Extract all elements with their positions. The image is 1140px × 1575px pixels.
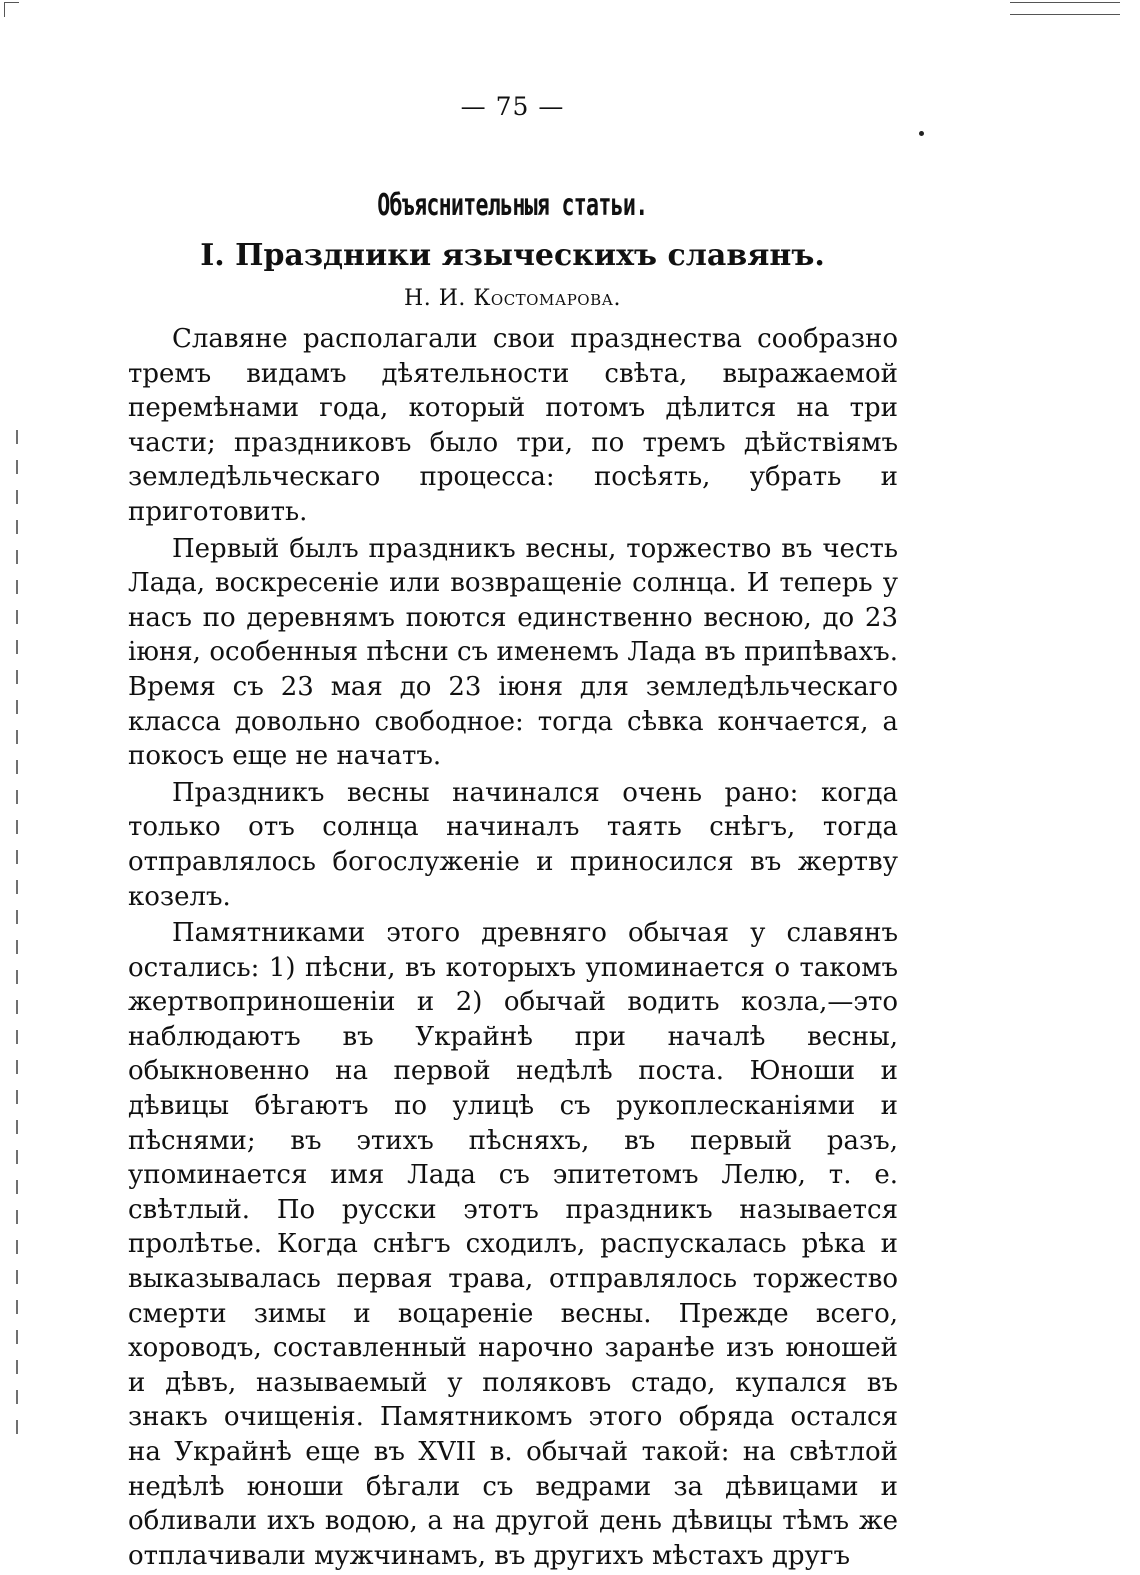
article-body [128,322,898,1575]
paragraph: Первый былъ праздникъ весны, торжество въ честь Лада, воскресеніе или возвращеніе солнца. И теперь у насъ по деревнямъ поются единственно весною, до 23 іюня, особенныя пѣсни съ именемъ Лада въ припѣвахъ. Время съ 23 мая до 23 іюня для земледѣльческаго класса довольно свободное: тогда сѣвка кончается, а покосъ еще не начатъ. [128,533,898,772]
scan-edge-line [1010,2,1120,3]
paragraph: Славяне располагали свои празднества сообразно тремъ видамъ дѣятельности свѣта, выражаемой перемѣнами года, который потомъ дѣлится на три части; праздниковъ было три, по тремъ дѣйствіямъ земледѣльческаго процесса: посѣять, убрать и приготовить. [128,324,898,527]
scan-speck [919,131,924,136]
paragraph: Праздникъ весны начинался очень рано: когда только отъ солнца начиналъ таять снѣгъ, тогда отправлялось богослуженіе и приносился въ жертву козелъ. [128,777,898,912]
section-title: Объяснительныя статьи. [377,188,648,223]
paragraph: Памятниками этого древняго обычая у славянъ остались: 1) пѣсни, въ которыхъ упоминается о такомъ жертвоприношеніи и 2) обычай водить козла,—это наблюдаютъ въ Украйнѣ при началѣ весны, обыкновенно на первой недѣлѣ поста. Юноши и дѣвицы бѣгаютъ по улицѣ съ рукоплесканіями и пѣснями; въ этихъ пѣсняхъ, въ первый разъ, упоминается имя Лада съ эпитетомъ Лелю, т. е. свѣтлый. По русски этотъ праздникъ называется пролѣтье. Когда снѣгъ сходилъ, распускалась рѣка и выказывалась первая трава, отправлялось торжество смерти зимы и воцареніе весны. Прежде всего, хороводъ, составленный нарочно заранѣе изъ юношей и дѣвъ, называемый у поляковъ стадо, купался въ знакъ очищенія. Памятникомъ этого обряда остался на Украйнѣ еще въ XVII в. обычай такой: на свѣтлой недѣлѣ юноши бѣгали съ ведрами за дѣвицами и обливали ихъ водою, а на другой день дѣвицы тѣмъ же отплачивали мужчинамъ, въ другихъ мѣстахъ другъ [128,918,898,1571]
scan-corner-mark [4,2,19,17]
scan-edge-line [1010,14,1120,15]
scan-binding-edge [16,430,18,1440]
article-title: I. Праздники языческихъ славянъ. [200,238,825,273]
page-number: — 75 — [460,92,565,121]
author-byline: Н. И. Костомарова. [404,286,621,311]
